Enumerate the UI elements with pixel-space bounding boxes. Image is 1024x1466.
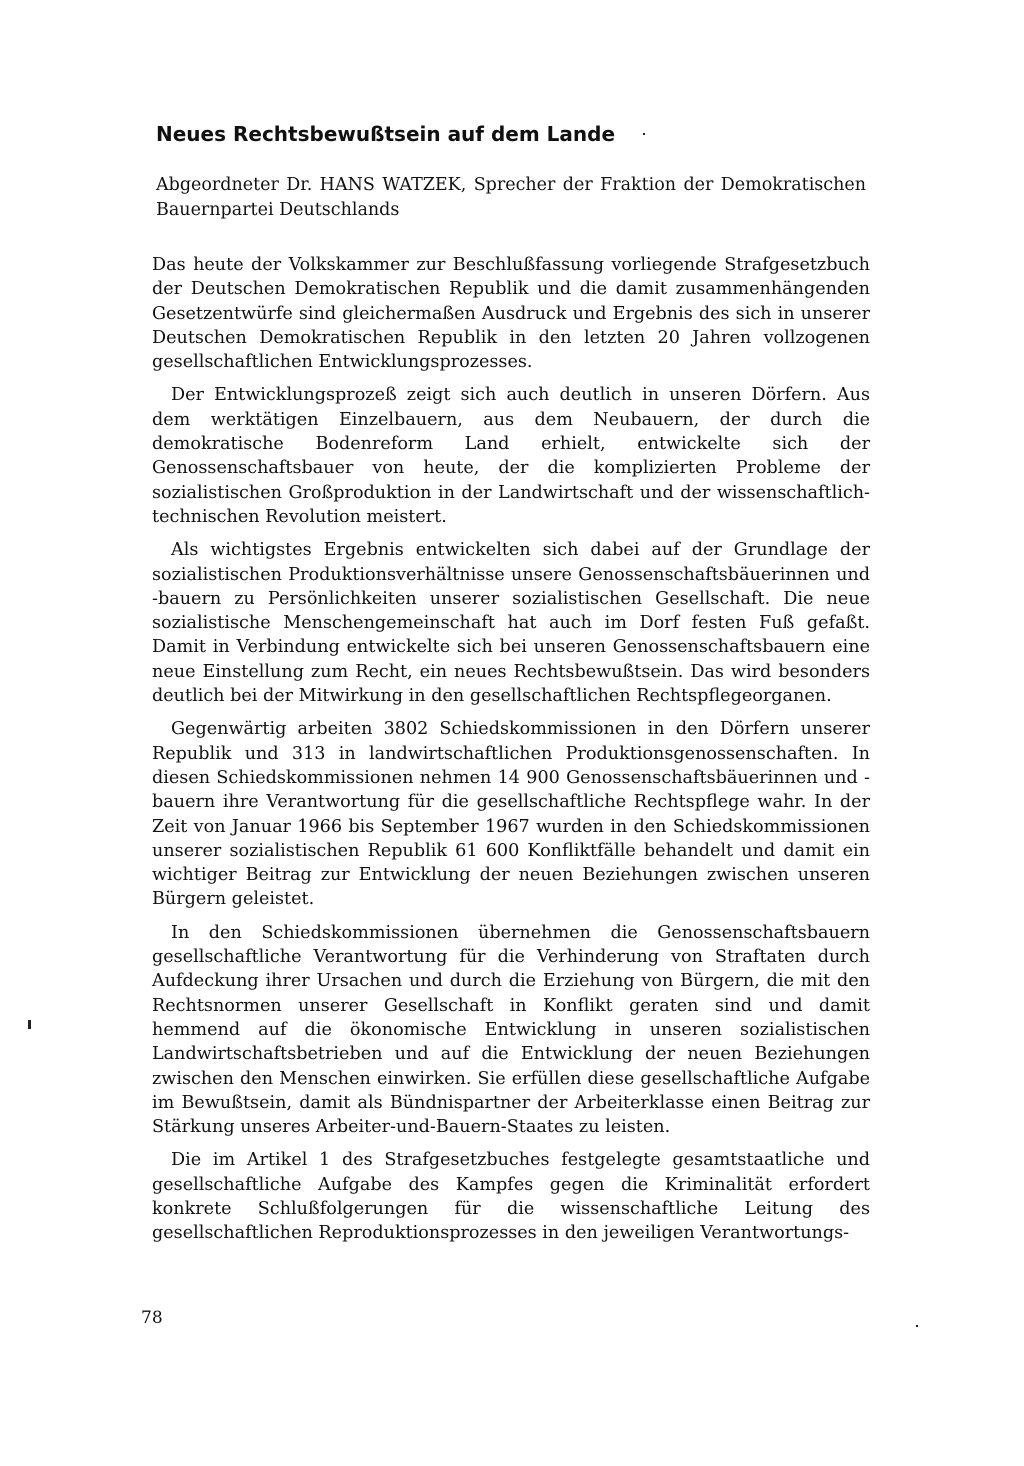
scan-speck (28, 1020, 31, 1029)
paragraph: In den Schiedskommissionen übernehmen die Genossenschaftsbauern gesellschaftliche Verantwortung für die Verhinderung von Straftaten durch Aufdeckung ihrer Ursachen und durch die Erziehung von Bürgern, die mit den Rechtsnormen unserer Gesellschaft in Konflikt geraten sind und damit hemmend auf die ökonomische Entwicklung in unseren sozialistischen Landwirtschaftsbetrieben und auf die Entwicklung der neuen Beziehungen zwischen den Menschen einwirken. Sie erfüllen diese gesellschaftliche Aufgabe im Bewußtsein, damit als Bündnispartner der Arbeiterklasse einen Beitrag zur Stärkung unseres Arbeiter-und-Bauern-Staates zu leisten. (152, 922, 870, 1138)
speaker-byline: Abgeordneter Dr. HANS WATZEK, Sprecher der Fraktion der Demokratischen Bauernpartei Deutschlands (156, 175, 866, 220)
article-heading: Neues Rechtsbewußtsein auf dem Lande (156, 122, 616, 146)
paragraph: Die im Artikel 1 des Strafgesetzbuches festgelegte gesamtstaatliche und gesellschaftliche Aufgabe des Kampfes gegen die Kriminalität erfordert konkrete Schlußfolgerungen für die wissenschaftliche Leitung des gesellschaftlichen Reproduktionsprozesses in den jeweiligen Verantwortungs- (152, 1150, 870, 1244)
page-number: 78 (141, 1308, 163, 1328)
article-body (152, 253, 870, 1255)
scan-speck (643, 133, 645, 135)
paragraph: Das heute der Volkskammer zur Beschlußfassung vorliegende Strafgesetzbuch der Deutschen Demokratischen Republik und die damit zusammenhängenden Gesetzentwürfe sind gleichermaßen Ausdruck und Ergebnis des sich in unserer Deutschen Demokratischen Republik in den letzten 20 Jahren vollzogenen gesellschaftlichen Entwicklungsprozesses. (152, 255, 870, 373)
paragraph: Der Entwicklungsprozeß zeigt sich auch deutlich in unseren Dörfern. Aus dem werktätigen Einzelbauern, aus dem Neubauern, der durch die demokratische Bodenreform Land erhielt, entwickelte sich der Genossenschaftsbauer von heute, der die komplizierten Probleme der sozialistischen Großproduktion in der Landwirtschaft und der wissenschaftlich-technischen Revolution meistert. (152, 385, 870, 527)
paragraph: Gegenwärtig arbeiten 3802 Schiedskommissionen in den Dörfern unserer Republik und 313 in landwirtschaftlichen Produktionsgenossenschaften. In diesen Schiedskommissionen nehmen 14 900 Genossenschaftsbäuerinnen und -bauern ihre Verantwortung für die gesellschaftliche Rechtspflege wahr. In der Zeit von Januar 1966 bis September 1967 wurden in den Schiedskommissionen unserer sozialistischen Republik 61 600 Konfliktfälle behandelt und damit ein wichtiger Beitrag zur Entwicklung der neuen Beziehungen zwischen unseren Bürgern geleistet. (152, 719, 870, 910)
scan-speck (916, 1325, 918, 1327)
paragraph: Als wichtigstes Ergebnis entwickelten sich dabei auf der Grundlage der sozialistischen Produktionsverhältnisse unsere Genossenschaftsbäuerinnen und -bauern zu Persönlichkeiten unserer sozialistischen Gesellschaft. Die neue sozialistische Menschengemeinschaft hat auch im Dorf festen Fuß gefaßt. Damit in Verbindung entwickelte sich bei unseren Genossenschaftsbauern eine neue Einstellung zum Recht, ein neues Rechtsbewußtsein. Das wird besonders deutlich bei der Mitwirkung in den gesellschaftlichen Rechtspflegeorganen. (152, 540, 870, 707)
